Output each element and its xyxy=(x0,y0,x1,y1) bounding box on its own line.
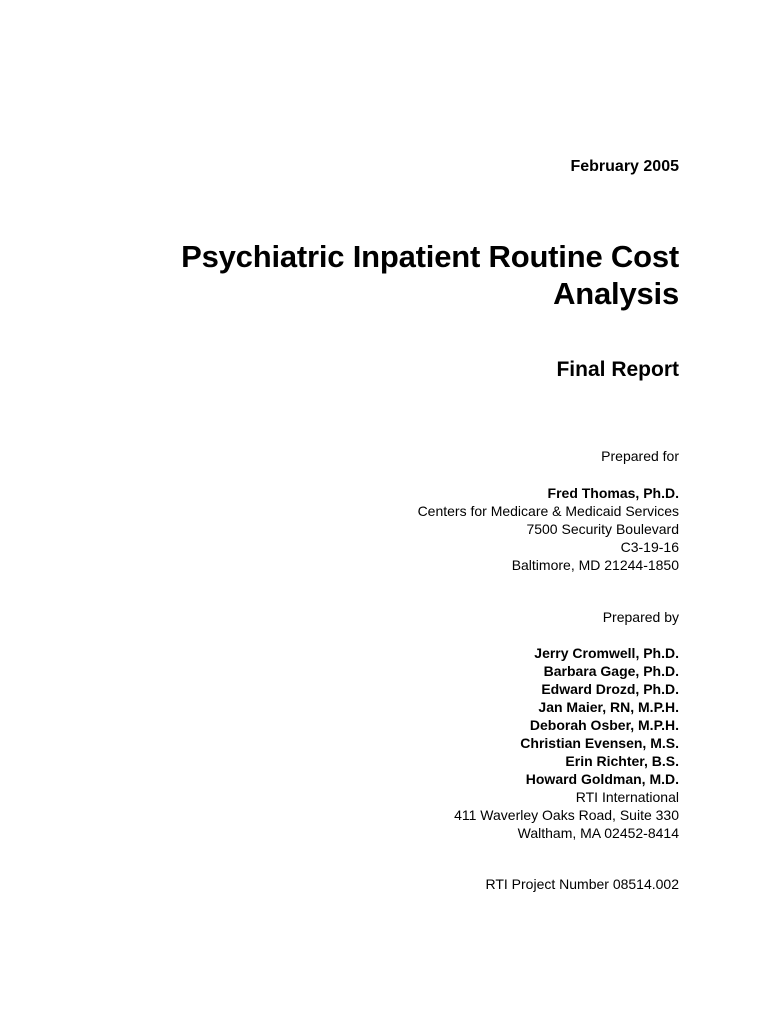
report-date: February 2005 xyxy=(570,158,679,175)
author-name: Howard Goldman, M.D. xyxy=(525,771,679,787)
recipient-address-line: Baltimore, MD 21244-1850 xyxy=(511,557,679,573)
author-name: Christian Evensen, M.S. xyxy=(520,735,679,751)
recipient-address-line: 7500 Security Boulevard xyxy=(526,521,679,537)
organization-line: 411 Waverley Oaks Road, Suite 330 xyxy=(454,807,679,823)
report-title-line-1: Psychiatric Inpatient Routine Cost xyxy=(181,239,679,274)
organization-line: Waltham, MA 02452-8414 xyxy=(517,825,679,841)
recipient-block xyxy=(418,484,679,574)
prepared-for-label: Prepared for xyxy=(601,448,679,464)
project-number: RTI Project Number 08514.002 xyxy=(485,876,679,892)
recipient-name: Fred Thomas, Ph.D. xyxy=(547,485,679,501)
author-name: Deborah Osber, M.P.H. xyxy=(529,717,679,733)
prepared-by-label: Prepared by xyxy=(602,609,679,625)
author-name: Barbara Gage, Ph.D. xyxy=(543,663,679,679)
author-name: Jan Maier, RN, M.P.H. xyxy=(538,699,679,715)
recipient-address-line: C3-19-16 xyxy=(620,539,679,555)
author-name: Erin Richter, B.S. xyxy=(565,753,679,769)
report-subtitle: Final Report xyxy=(556,358,679,381)
author-name: Edward Drozd, Ph.D. xyxy=(541,681,679,697)
report-title xyxy=(181,238,679,312)
report-title-line-2: Analysis xyxy=(553,276,679,311)
authors-block xyxy=(454,644,679,842)
recipient-address-line: Centers for Medicare & Medicaid Services xyxy=(417,503,679,519)
organization-line: RTI International xyxy=(575,789,679,805)
author-name: Jerry Cromwell, Ph.D. xyxy=(534,645,679,661)
